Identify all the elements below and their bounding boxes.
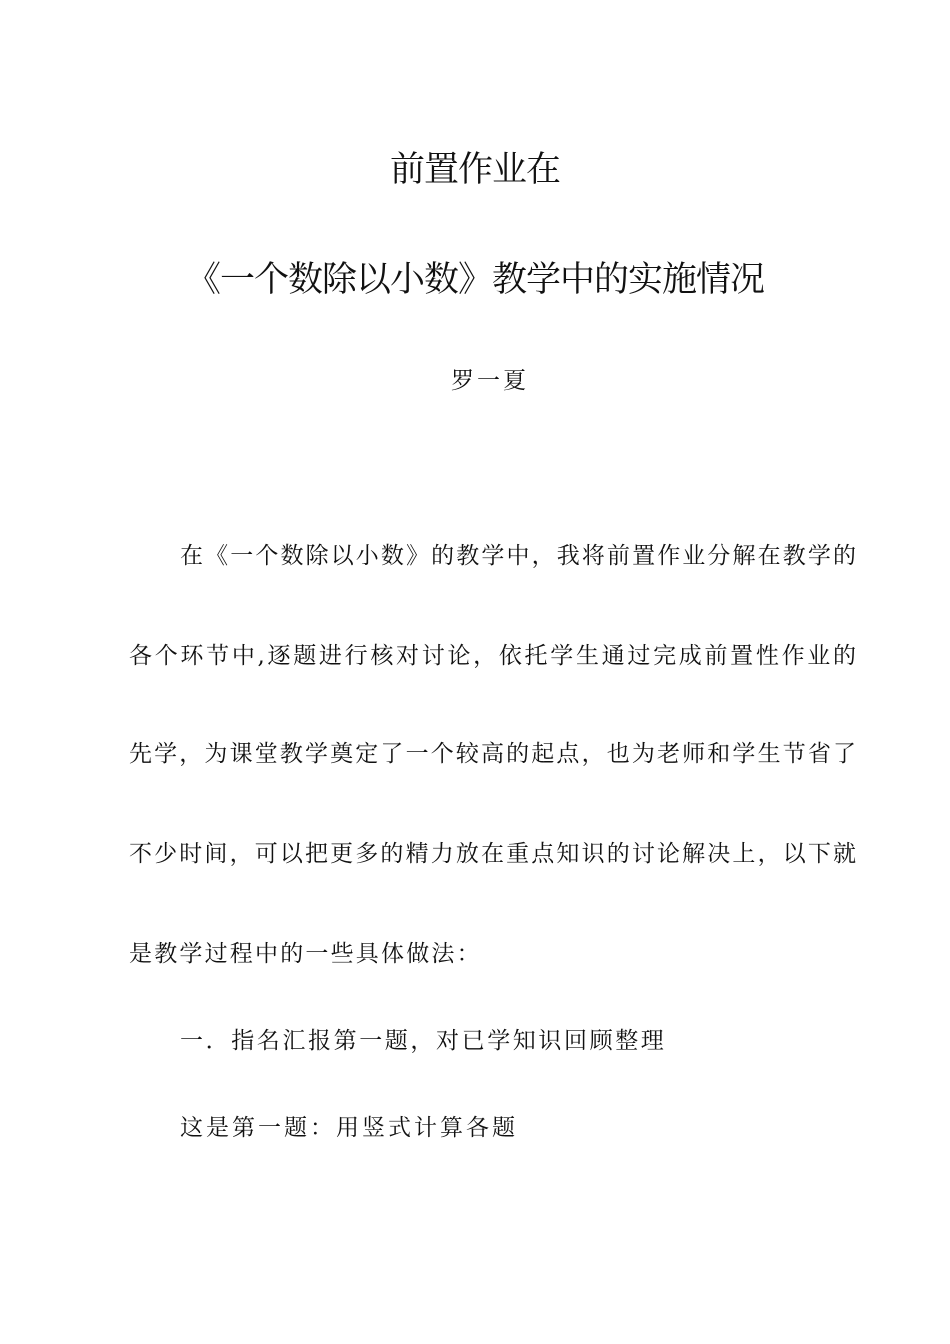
paragraph-line: 先学，为课堂教学奠定了一个较高的起点，也为老师和学生节省了 [129, 741, 856, 767]
paragraph-line: 是教学过程中的一些具体做法： [129, 941, 482, 967]
document-title-line-1: 前置作业在 [389, 150, 560, 190]
paragraph-line: 各个环节中,逐题进行核对讨论，依托学生通过完成前置性作业的 [129, 643, 856, 669]
author-name: 罗一夏 [451, 368, 529, 394]
section-heading: 一．指名汇报第一题，对已学知识回顾整理 [180, 1028, 667, 1054]
paragraph-line: 不少时间，可以把更多的精力放在重点知识的讨论解决上，以下就 [129, 841, 856, 867]
section-text: 这是第一题：用竖式计算各题 [180, 1115, 518, 1141]
paragraph-line: 在《一个数除以小数》的教学中，我将前置作业分解在教学的 [180, 543, 856, 569]
document-title-line-2: 《一个数除以小数》教学中的实施情况 [185, 260, 764, 300]
